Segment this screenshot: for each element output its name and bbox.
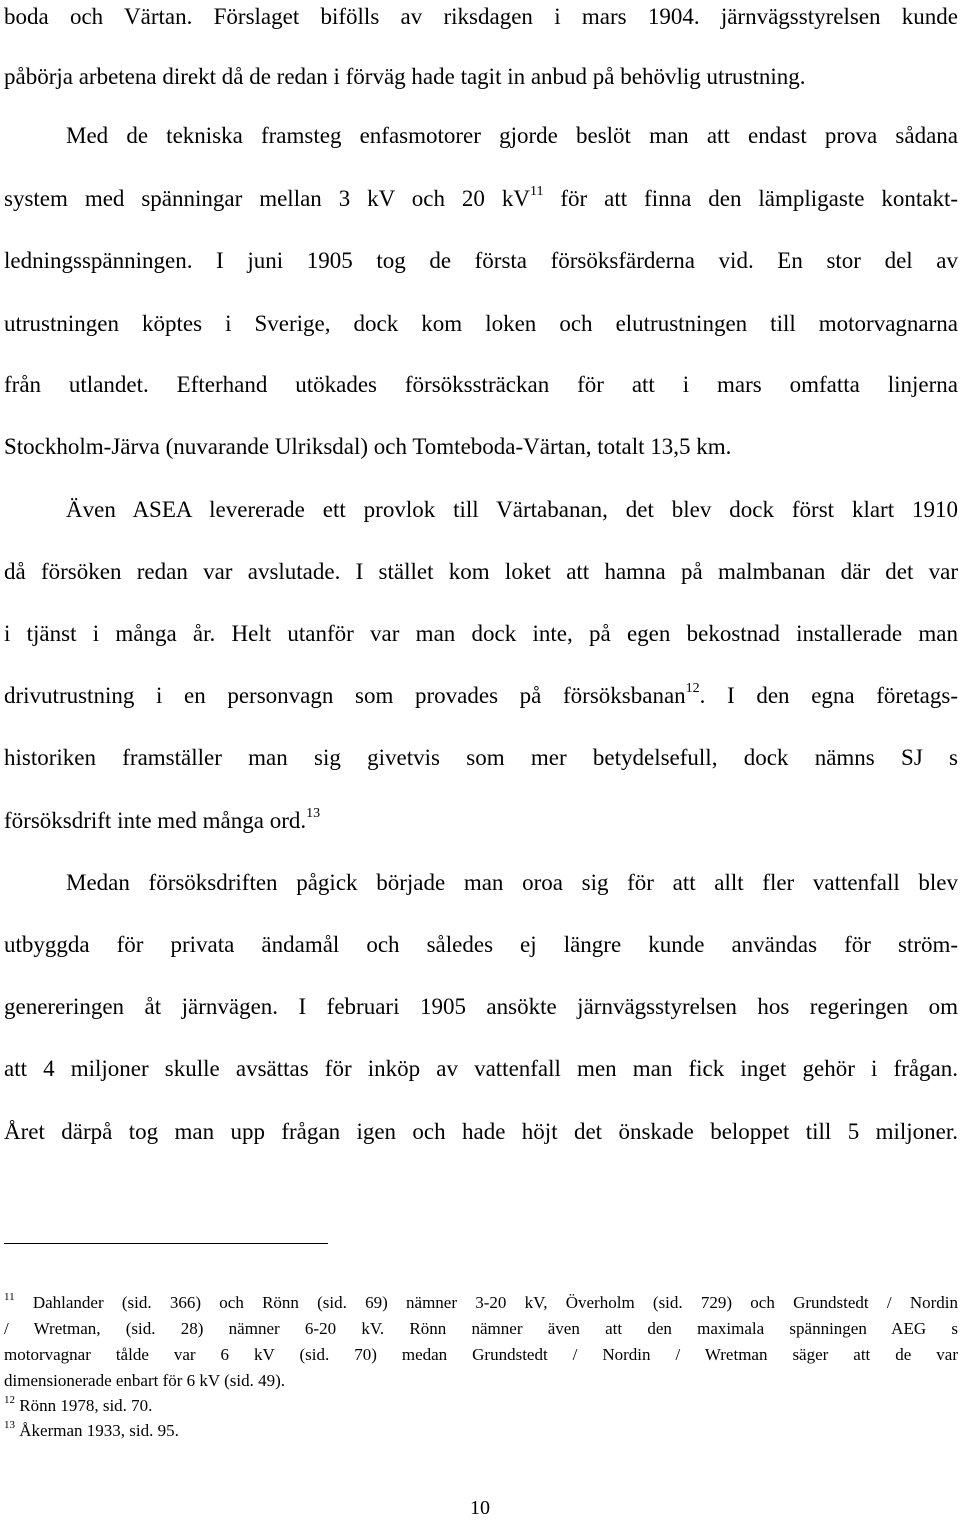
body-line-text: påbörja arbetena direkt då de redan i förväg hade tagit in anbud på behövlig utrustning. xyxy=(4,64,806,89)
footnote-line xyxy=(4,1395,958,1417)
body-line xyxy=(4,370,958,400)
body-line-text: Stockholm-Järva (nuvarande Ulriksdal) och Tomteboda-Värtan, totalt 13,5 km. xyxy=(4,434,732,459)
footnote-ref: 13 xyxy=(306,806,321,822)
body-line-text: försöksdrift inte med många ord. xyxy=(4,808,307,833)
footnote-text: Rönn 1978, sid. 70. xyxy=(19,1396,153,1415)
body-line-text: boda och Värtan. Förslaget bifölls av riksdagen i mars 1904. järnvägsstyrelsen kunde xyxy=(4,4,958,29)
body-line-text: genereringen åt järnvägen. I februari 1905 ansökte järnvägsstyrelsen hos regeringen om xyxy=(4,994,958,1019)
body-line-text: att 4 miljoner skulle avsättas för inköp av vattenfall men man fick inget gehör i frågan. xyxy=(4,1056,958,1081)
body-line-text: Med de tekniska framsteg enfasmotorer gjorde beslöt man att endast prova sådana xyxy=(66,123,958,148)
footnote-separator xyxy=(4,1243,328,1244)
body-line xyxy=(4,806,958,836)
body-line-text: Året därpå tog man upp frågan igen och hade höjt det önskade beloppet till 5 miljoner. xyxy=(4,1119,958,1144)
footnote-line xyxy=(4,1370,958,1392)
body-line-text: Även ASEA levererade ett provlok till Värtabanan, det blev dock först klart 1910 xyxy=(66,497,958,522)
body-line xyxy=(4,246,958,276)
footnote-text: Åkerman 1933, sid. 95. xyxy=(19,1421,179,1440)
footnote-ref: 11 xyxy=(529,184,544,200)
body-line-text: . I den egna företags- xyxy=(699,683,958,708)
body-line xyxy=(4,557,958,587)
body-line-text: ledningsspänningen. I juni 1905 tog de första försöksfärderna vid. En stor del av xyxy=(4,248,958,273)
body-line xyxy=(4,2,958,32)
body-line xyxy=(4,992,958,1022)
page-number: 10 xyxy=(470,1497,490,1519)
body-line-text: historiken framställer man sig givetvis som mer betydelsefull, dock nämns SJ s xyxy=(4,745,958,770)
body-line-text: från utlandet. Efterhand utökades försökssträckan för att i mars omfatta linjerna xyxy=(4,372,958,397)
body-line xyxy=(4,681,958,711)
body-line-text: i tjänst i många år. Helt utanför var man dock inte, på egen bekostnad installerade man xyxy=(4,621,958,646)
body-line-text: Medan försöksdriften pågick började man oroa sig för att allt fler vattenfall blev xyxy=(66,870,958,895)
footnote-text: / Wretman, (sid. 28) nämner 6-20 kV. Rönn nämner även att den maximala spänningen AEG s xyxy=(4,1319,958,1338)
body-line xyxy=(66,868,958,898)
footnote-line xyxy=(4,1420,958,1442)
body-line xyxy=(4,619,958,649)
footnote-line xyxy=(4,1292,958,1314)
body-line xyxy=(66,121,958,151)
body-line-text: då försöken redan var avslutade. I stället kom loket att hamna på malmbanan där det var xyxy=(4,559,958,584)
body-line-text: system med spänningar mellan 3 kV och 20 kV xyxy=(4,186,530,211)
footnote-text: dimensionerade enbart för 6 kV (sid. 49). xyxy=(4,1371,286,1390)
body-line xyxy=(4,743,958,773)
footnote-number: 13 xyxy=(4,1419,15,1432)
body-line xyxy=(4,1054,958,1084)
body-line xyxy=(4,309,958,339)
body-line xyxy=(4,62,958,92)
footnote-number: 11 xyxy=(4,1291,15,1304)
footnote-text: Dahlander (sid. 366) och Rönn (sid. 69) nämner 3-20 kV, Överholm (sid. 729) och Grundstedt / Nordin xyxy=(32,1293,959,1312)
footnote-text: motorvagnar tålde var 6 kV (sid. 70) medan Grundstedt / Nordin / Wretman säger att de var xyxy=(4,1345,958,1364)
body-line xyxy=(4,184,958,214)
body-line-text: utbyggda för privata ändamål och således ej längre kunde användas för ström- xyxy=(4,932,958,957)
footnote-line xyxy=(4,1344,958,1366)
body-line xyxy=(4,432,958,462)
body-line xyxy=(4,930,958,960)
body-line-text: drivutrustning i en personvagn som provades på försöksbanan xyxy=(4,683,686,708)
footnote-number: 12 xyxy=(4,1394,15,1407)
body-line xyxy=(4,1117,958,1147)
footnote-line xyxy=(4,1318,958,1340)
footnote-ref: 12 xyxy=(685,681,700,697)
body-line xyxy=(66,495,958,525)
body-line-text: utrustningen köptes i Sverige, dock kom loken och elutrustningen till motorvagnarna xyxy=(4,311,958,336)
body-line-text: för att finna den lämpligaste kontakt- xyxy=(560,186,958,211)
